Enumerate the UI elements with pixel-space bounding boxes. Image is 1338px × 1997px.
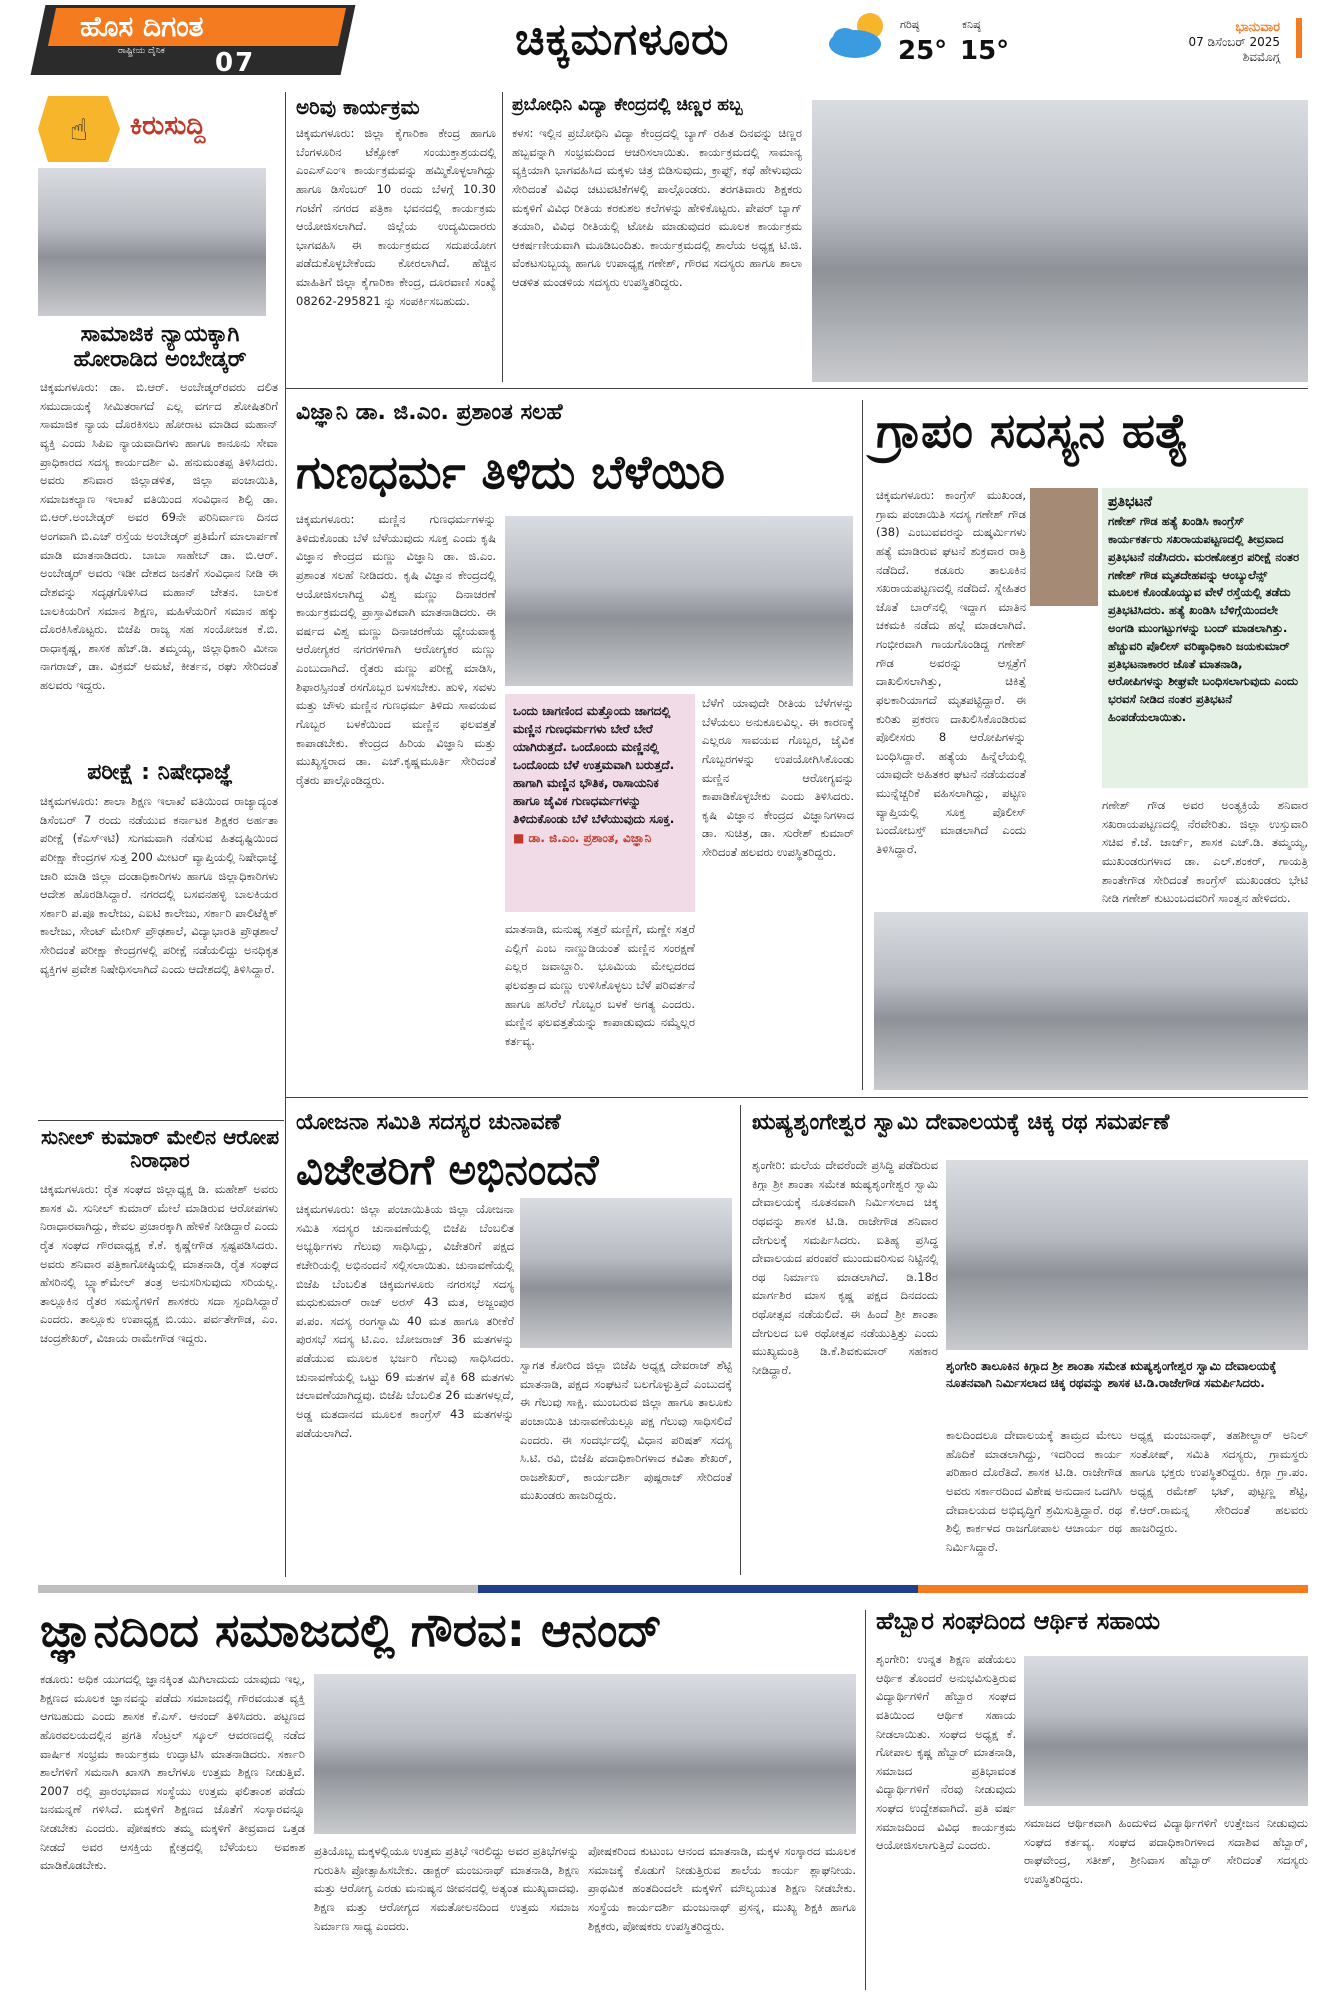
scientist-story-col2: ಮಾತನಾಡಿ, ಮನುಷ್ಯ ಸತ್ತರೆ ಮಣ್ಣಿಗೆ, ಮಣ್ಣೇ ಸತ್ತರೆ ಎಲ್ಲಿಗೆ ಎಂಬ ನಾಣ್ಣುಡಿಯಂತೆ ಮಣ್ಣಿನ ಸಂರಕ್ಷಣೆ ಎಲ್ಲರ ಜವಾಬ್ದಾರಿ. ಭೂಮಿಯ ಮೇಲ್ಪದರದ ಫಲವತ್ತಾದ ಮಣ್ಣು ಉಳಿಸಿಕೊಳ್ಳಲು ಬೆಳೆ ಪರಿವರ್ತನೆ ಹಾಗೂ ಹಸಿರೆಲೆ ಗೊಬ್ಬರ ಬಳಕೆ ಅಗತ್ಯ ಎಂದರು. ಮಣ್ಣಿನ ಫಲವತ್ತತೆಯನ್ನು ಕಾಪಾಡುವುದು ನಮ್ಮೆಲ್ಲರ ಕರ್ತವ್ಯ.	[505, 922, 695, 1048]
kirusuddi-label: ಕಿರುಸುದ್ದಿ	[130, 111, 206, 141]
protest-box	[1102, 488, 1308, 788]
column-rule	[865, 1610, 866, 1990]
protest-title: ಪ್ರತಿಭಟನೆ	[1108, 494, 1153, 510]
chariot-caption: ಶೃಂಗೇರಿ ತಾಲೂಕಿನ ಕಿಗ್ಗಾದ ಶ್ರೀ ಶಾಂತಾ ಸಮೇತ ಋಷ್ಯಶೃಂಗೇಶ್ವರ ಸ್ವಾಮಿ ದೇವಾಲಯಕ್ಕೆ ನೂತನವಾಗಿ ನಿರ್ಮಿಸಲಾದ ಚಿಕ್ಕ ರಥವನ್ನು ಶಾಸಕ ಟಿ.ಡಿ.ರಾಜೇಗೌಡ ಸಮರ್ಪಿಸಿದರು.	[946, 1359, 1277, 1391]
max-temp: 25°	[898, 36, 948, 66]
min-temp: 15°	[960, 36, 1010, 66]
page-number: 07	[215, 48, 256, 78]
ratha-story-col2: ಕಾಲದಿಂದಲೂ ದೇವಾಲಯಕ್ಕೆ ತಾಮ್ರದ ಮೇಲು ಹೊದಿಕೆ ಮಾಡಲಾಗಿದ್ದು, ಇದರಿಂದ ಕಾರ್ಯ ಪರಿಹಾರ ದೊರೆತಿದೆ. ಶಾಸಕ ಟಿ.ಡಿ. ರಾಜೇಗೌಡ ಅವರು ಸರ್ಕಾರದಿಂದ ವಿಶೇಷ ಅನುದಾನ ಒದಗಿಸಿ ದೇವಾಲಯದ ಅಭಿವೃದ್ಧಿಗೆ ಶ್ರಮಿಸುತ್ತಿದ್ದಾರೆ. ರಥ ಶಿಲ್ಪಿ ಕಾರ್ಕಳದ ರಾಜಗೋಪಾಲ ಆಚಾರ್ಯ ರಥ ನಿರ್ಮಿಸಿದ್ದಾರೆ.	[946, 1428, 1122, 1554]
weather-icon	[825, 8, 895, 60]
exam-story: ಚಿಕ್ಕಮಗಳೂರು: ಶಾಲಾ ಶಿಕ್ಷಣ ಇಲಾಖೆ ವತಿಯಿಂದ ರಾಜ್ಯಾದ್ಯಂತ ಡಿಸೆಂಬರ್ 7 ರಂದು ನಡೆಯುವ ಕರ್ನಾಟಕ ಶಿಕ್ಷಕರ ಅರ್ಹತಾ ಪರೀಕ್ಷೆ (ಕೆಎಸ್‌ಇಟಿ) ಸುಗಮವಾಗಿ ನಡೆಸುವ ಹಿತದೃಷ್ಟಿಯಿಂದ ಪರೀಕ್ಷಾ ಕೇಂದ್ರಗಳ ಸುತ್ತ 200 ಮೀಟರ್ ವ್ಯಾಪ್ತಿಯಲ್ಲಿ ನಿಷೇಧಾಜ್ಞೆ ಜಾರಿ ಮಾಡಿ ಜಿಲ್ಲಾ ದಂಡಾಧಿಕಾರಿಗಳು ಹಾಗೂ ಜಿಲ್ಲಾಧಿಕಾರಿಗಳು ಆದೇಶ ಹೊರಡಿಸಿದ್ದಾರೆ. ನಗರದಲ್ಲಿ ಬಸವನಹಳ್ಳಿ ಬಾಲಕಿಯರ ಸರ್ಕಾರಿ ಪ.ಪೂ ಕಾಲೇಜು, ಎಐಟಿ ಕಾಲೇಜು, ಸರ್ಕಾರಿ ಪಾಲಿಟೆಕ್ನಿಕ್ ಕಾಲೇಜು, ಸೇಂಟ್ ಮೇರಿಸ್ ಪ್ರೌಢಶಾಲೆ, ವಿದ್ಯಾಭಾರತಿ ಪ್ರೌಢಶಾಲೆ ಸೇರಿದಂತೆ ಪರೀಕ್ಷಾ ಕೇಂದ್ರಗಳಲ್ಲಿ ಪರೀಕ್ಷೆ ನಡೆಯಲಿದ್ದು ಅನಧಿಕೃತ ವ್ಯಕ್ತಿಗಳ ಪ್ರವೇಶ ನಿಷೇಧಿಸಲಾಗಿದೆ ಎಂದು ಆದೇಶದಲ್ಲಿ ತಿಳಿಸಿದ್ದಾರೆ.	[40, 794, 278, 976]
ratha-story: ಶೃಂಗೇರಿ: ಮಲೆಯ ದೇವರೆಂದೇ ಪ್ರಸಿದ್ಧಿ ಪಡೆದಿರುವ ಕಿಗ್ಗಾ ಶ್ರೀ ಶಾಂತಾ ಸಮೇತ ಋಷ್ಯಶೃಂಗೇಶ್ವರ ಸ್ವಾಮಿ ದೇವಾಲಯಕ್ಕೆ ನೂತನವಾಗಿ ನಿರ್ಮಿಸಲಾದ ಚಿಕ್ಕ ರಥವನ್ನು ಶಾಸಕ ಟಿ.ಡಿ. ರಾಜೇಗೌಡ ಶನಿವಾರ ದೇಗುಲಕ್ಕೆ ಸಮರ್ಪಿಸಿದರು. ಐತಿಹ್ಯ ಪ್ರಸಿದ್ಧ ದೇವಾಲಯದ ಪರಂಪರೆ ಮುಂದುವರಿಸುವ ನಿಟ್ಟಿನಲ್ಲಿ ರಥ ನಿರ್ಮಾಣ ಮಾಡಲಾಗಿದೆ. ಡಿ.18ರ ಮಾರ್ಗಶಿರ ಮಾಸ ಕೃಷ್ಣ ಪಕ್ಷದ ದಿನದಂದು ರಥೋತ್ಸವ ನಡೆಯಲಿದೆ. ಈ ಹಿಂದೆ ಶ್ರೀ ಶಾಂತಾ ದೇಗುಲದ ಬಳಿ ರಥೋತ್ಸವ ನಡೆಯುತ್ತಿತ್ತು ಎಂದು ಮುಖ್ಯಮಂತ್ರಿ ಡಿ.ಕೆ.ಶಿವಕುಮಾರ್ ಸಹಕಾರ ನೀಡಿದ್ದಾರೆ.	[752, 1158, 938, 1377]
gnana-story-col2: ಪ್ರತಿಯೊಬ್ಬ ಮಕ್ಕಳಲ್ಲಿಯೂ ಉತ್ತಮ ಪ್ರತಿಭೆ ಇರಲಿದ್ದು ಅವರ ಪ್ರತಿಭೆಗಳನ್ನು ಗುರುತಿಸಿ ಪ್ರೋತ್ಸಾಹಿಸಬೇಕು. ಡಾಕ್ಟರ್ ಮಂಜುನಾಥ್ ಮಾತನಾಡಿ, ಶಿಕ್ಷಣ ಮತ್ತು ಆರೋಗ್ಯ ಎರಡು ಮನುಷ್ಯನ ಜೀವನದಲ್ಲಿ ಅತ್ಯಂತ ಮುಖ್ಯವಾದವು. ಶಿಕ್ಷಣ ಮತ್ತು ಆರೋಗ್ಯದ ಸಮತೋಲನದಿಂದ ಉತ್ತಮ ಸಮಾಜ ನಿರ್ಮಾಣ ಸಾಧ್ಯ ಎಂದರು.	[314, 1844, 579, 1933]
quote-text: ಒಂದು ಚಾಗಣಿಂದ ಮತ್ತೊಂದು ಜಾಗದಲ್ಲಿ ಮಣ್ಣಿನ ಗುಣಧರ್ಮಗಳು ಬೇರೆ ಬೇರೆ ಯಾಗಿರುತ್ತದೆ. ಒಂದೊಂದು ಮಣ್ಣಿನಲ್ಲಿ ಒಂದೊಂದು ಬೆಳೆ ಉತ್ತಮವಾಗಿ ಬರುತ್ತದೆ. ಹಾಗಾಗಿ ಮಣ್ಣಿನ ಭೌತಿಕ, ರಾಸಾಯನಿಕ ಹಾಗೂ ಜೈವಿಕ ಗುಣಧರ್ಮಗಳನ್ನು ತಿಳಿದುಕೊಂಡು ಬೆಳೆ ಬೆಳೆಯುವುದು ಸೂಕ್ತ.	[513, 704, 675, 826]
habba-story: ಕಳಸ: ಇಲ್ಲಿನ ಪ್ರಬೋಧಿನಿ ವಿದ್ಯಾ ಕೇಂದ್ರದಲ್ಲಿ ಬ್ಯಾಗ್ ರಹಿತ ದಿನವನ್ನು ಚಿಣ್ಣರ ಹಬ್ಬವನ್ನಾಗಿ ಸಂಭ್ರಮದಿಂದ ಆಚರಿಸಲಾಯಿತು. ಕಾರ್ಯಕ್ರಮದಲ್ಲಿ ಸಾಮಾನ್ಯ ವ್ಯಕ್ತಿಯಾಗಿ ಭಾಗವಹಿಸಿದ ಮಕ್ಕಳು ಚಿತ್ರ ಬಿಡಿಸುವುದು, ಕ್ರಾಫ್ಟ್, ಕಥೆ ಹೇಳುವುದು ಸೇರಿದಂತೆ ವಿವಿಧ ಚಟುವಟಿಕೆಗಳಲ್ಲಿ ಪಾಲ್ಗೊಂಡರು. ತರಗತಿವಾರು ಶಿಕ್ಷಕರು ಮಕ್ಕಳಿಗೆ ವಿವಿಧ ರೀತಿಯ ಕರಕುಶಲ ಕಲೆಗಳನ್ನು ಹೇಳಿಕೊಟ್ಟರು. ಪೇಪರ್ ಬ್ಯಾಗ್ ತಯಾರಿ, ವಿವಿಧ ರೀತಿಯಲ್ಲಿ ಟೋಪಿ ಮಾಡುವುದರ ಮೂಲಕ ಕಾರ್ಯಕ್ರಮ ಆಕರ್ಷಣೀಯವಾಗಿ ಮೂಡಿಬಂದಿತು. ಕಾರ್ಯಕ್ರಮದಲ್ಲಿ ಶಾಲೆಯ ಅಧ್ಯಕ್ಷ ಟಿ.ಜಿ. ವೆಂಕಟಸುಬ್ಬಯ್ಯ ಹಾಗೂ ಉಪಾಧ್ಯಕ್ಷ ಗಣೇಶ್, ಗೌರವ ಸದಸ್ಯರು ಹಾಗೂ ಶಾಲಾ ಆಡಳಿತ ಮಂಡಳಿಯ ಸದಸ್ಯರು ಉಪಸ್ಥಿತರಿದ್ದರು.	[512, 126, 802, 289]
edition: ಶಿವಮೊಗ್ಗ	[1242, 50, 1280, 64]
chariot-photo	[946, 1160, 1308, 1350]
column-rule	[502, 92, 503, 382]
column-rule	[862, 400, 863, 1090]
scientist-headline: ಗುಣಧರ್ಮ ತಿಳಿದು ಬೆಳೆಯಿರಿ	[296, 445, 726, 499]
exam-headline: ಪರೀಕ್ಷೆ : ನಿಷೇಧಾಜ್ಞೆ	[87, 760, 233, 785]
color-bar	[918, 1585, 1308, 1593]
masthead-accent	[1296, 18, 1302, 58]
murder-story-col3: ಗಣೇಶ್ ಗೌಡ ಅವರ ಅಂತ್ಯಕ್ರಿಯೆ ಶನಿವಾರ ಸಖರಾಯಪಟ್ಟಣದಲ್ಲಿ ನೆರವೇರಿತು. ಜಿಲ್ಲಾ ಉಸ್ತುವಾರಿ ಸಚಿವ ಕೆ.ಜೆ. ಜಾರ್ಜ್, ಶಾಸಕ ಎಚ್.ಡಿ. ತಮ್ಮಯ್ಯ, ಮುಖಂಡರುಗಳಾದ ಡಾ. ಎಲ್.ಶಂಕರ್, ಗಾಯತ್ರಿ ಶಾಂತೇಗೌಡ ಸೇರಿದಂತೆ ಕಾಂಗ್ರೆಸ್ ಮುಖಂಡರು ಭೇಟಿ ನೀಡಿ ಗಣೇಶ್ ಕುಟುಂಬದವರಿಗೆ ಸಾಂತ್ವನ ಹೇಳಿದರು.	[1102, 798, 1308, 906]
ratha-headline: ಋಷ್ಯಶೃಂಗೇಶ್ವರ ಸ್ವಾಮಿ ದೇವಾಲಯಕ್ಕೆ ಚಿಕ್ಕ ರಥ ಸಮರ್ಪಣೆ	[752, 1110, 1170, 1135]
sunil-headline: ಸುನೀಲ್ ಕುಮಾರ್ ಮೇಲಿನ ಆರೋಪ ನಿರಾಧಾರ	[40, 1125, 280, 1172]
logo-tagline: ರಾಷ್ಟ್ರೀಯ ದೈನಿಕ	[118, 46, 165, 56]
section-rule	[38, 1120, 284, 1121]
gnana-story-col3: ಪೋಷಕರಿಂದ ಕುಟುಂಬ ಆನಂದ ಮಾತನಾಡಿ, ಮಕ್ಕಳ ಸಂಸ್ಕಾರದ ಮೂಲಕ ಸಮಾಜಕ್ಕೆ ಕೊಡುಗೆ ನೀಡುತ್ತಿರುವ ಶಾಲೆಯ ಕಾರ್ಯ ಶ್ಲಾಘನೀಯ. ಪ್ರಾಥಮಿಕ ಹಂತದಿಂದಲೇ ಮಕ್ಕಳಿಗೆ ಮೌಲ್ಯಯುತ ಶಿಕ್ಷಣ ನೀಡಬೇಕು. ಸಂಸ್ಥೆಯ ಕಾರ್ಯದರ್ಶಿ ಮಂಜುನಾಥ್ ಪ್ರಸನ್ನ, ಮುಖ್ಯ ಶಿಕ್ಷಕಿ ಹಾಗೂ ಶಿಕ್ಷಕರು, ಪೋಷಕರು ಉಪಸ್ಥಿತರಿದ್ದರು.	[588, 1844, 856, 1933]
gnana-story: ಕಡೂರು: ಅಧಿಕ ಯುಗದಲ್ಲಿ ಜ್ಞಾನಕ್ಕಿಂತ ಮಿಗಿಲಾದುದು ಯಾವುದು ಇಲ್ಲ, ಶಿಕ್ಷಣದ ಮೂಲಕ ಜ್ಞಾನವನ್ನು ಪಡೆದು ಸಮಾಜದಲ್ಲಿ ಗೌರವಯುತ ವ್ಯಕ್ತಿ ಆಗಬಹುದು ಎಂದು ಶಾಸಕ ಕೆ.ಎಸ್. ಆನಂದ್ ತಿಳಿಸಿದರು. ಪಟ್ಟಣದ ಹೊರವಲಯದಲ್ಲಿನ ಪ್ರಗತಿ ಸೆಂಟ್ರಲ್ ಸ್ಕೂಲ್ ಆವರಣದಲ್ಲಿ ನಡೆದ ವಾರ್ಷಿಕ ಸಂಭ್ರಮ ಕಾರ್ಯಕ್ರಮ ಉದ್ಘಾಟಿಸಿ ಮಾತನಾಡಿದರು. ಸರ್ಕಾರಿ ಶಾಲೆಗಳಿಗೆ ಸಮನಾಗಿ ಖಾಸಗಿ ಶಾಲೆಗಳೂ ಉತ್ತಮ ಶಿಕ್ಷಣ ನೀಡುತ್ತಿವೆ. 2007 ರಲ್ಲಿ ಪ್ರಾರಂಭವಾದ ಸಂಸ್ಥೆಯು ಉತ್ತಮ ಫಲಿತಾಂಶ ಪಡೆದು ಜನಮನ್ನಣೆ ಗಳಿಸಿದೆ. ಮಕ್ಕಳಿಗೆ ಶಿಕ್ಷಣದ ಜೊತೆಗೆ ಸಂಸ್ಕಾರವನ್ನೂ ನೀಡಬೇಕು ಎಂದರು. ಪೋಷಕರು ತಮ್ಮ ಮಕ್ಕಳಿಗೆ ತೀವ್ರವಾದ ಒತ್ತಡ ನೀಡದೆ ಅವರ ಆಸಕ್ತಿಯ ಕ್ಷೇತ್ರದಲ್ಲಿ ಬೆಳೆಯಲು ಅವಕಾಶ ಮಾಡಿಕೊಡಬೇಕು.	[40, 1672, 305, 1873]
date-box	[1150, 20, 1280, 65]
quote-box	[505, 694, 695, 912]
color-bar	[478, 1585, 918, 1593]
date: 07 ಡಿಸೆಂಬರ್ 2025	[1188, 35, 1280, 49]
school-event-photo	[314, 1674, 856, 1834]
ambedkar-headline: ಸಾಮಾಜಿಕ ನ್ಯಾಯಕ್ಕಾಗಿ ಹೋರಾಡಿದ ಅಂಬೇಡ್ಕರ್	[73, 322, 247, 373]
scientist-story-col3: ಬೆಳೆಗೆ ಯಾವುದೇ ರೀತಿಯ ಬೆಳೆಗಳನ್ನು ಬೆಳೆಯಲು ಅನುಕೂಲವಿಲ್ಲ. ಈ ಕಾರಣಕ್ಕೆ ಎಲ್ಲರೂ ಸಾವಯವ ಗೊಬ್ಬರ, ಜೈವಿಕ ಗೊಬ್ಬರಗಳನ್ನು ಉಪಯೋಗಿಸಿಕೊಂಡು ಮಣ್ಣಿನ ಆರೋಗ್ಯವನ್ನು ಕಾಪಾಡಿಕೊಳ್ಳಬೇಕು ಎಂದು ತಿಳಿಸಿದರು. ಕೃಷಿ ವಿಜ್ಞಾನ ಕೇಂದ್ರದ ವಿಜ್ಞಾನಿಗಳಾದ ಡಾ. ಸುಚಿತ್ರ, ಡಾ. ಸುರೇಶ್ ಕುಮಾರ್ ಸೇರಿದಂತೆ ಹಲವರು ಉಪಸ್ಥಿತರಿದ್ದರು.	[702, 696, 854, 859]
city-title: ಚಿಕ್ಕಮಗಳೂರು	[515, 14, 730, 65]
arivu-story: ಚಿಕ್ಕಮಗಳೂರು: ಜಿಲ್ಲಾ ಕೈಗಾರಿಕಾ ಕೇಂದ್ರ ಹಾಗೂ ಬೆಂಗಳೂರಿನ ಟೆಕ್ಸೋಕ್ ಸಂಯುಕ್ತಾಶ್ರಯದಲ್ಲಿ ಎಂಎಸ್‌ಎಂಇ ಕಾರ್ಯಕ್ರಮವನ್ನು ಹಮ್ಮಿಕೊಳ್ಳಲಾಗಿದ್ದು ಹಾಗೂ ಡಿಸೆಂಬರ್ 10 ರಂದು ಬೆಳಗ್ಗೆ 10.30 ಗಂಟೆಗೆ ನಗರದ ಪತ್ರಿಕಾ ಭವನದಲ್ಲಿ ಕಾರ್ಯಕ್ರಮ ಆಯೋಜಿಸಲಾಗಿದೆ. ಜಿಲ್ಲೆಯ ಉದ್ಯಮಿದಾರರು ಭಾಗವಹಿಸಿ ಈ ಕಾರ್ಯಕ್ರಮದ ಸದುಪಯೋಗ ಪಡೆದುಕೊಳ್ಳಬೇಕೆಂದು ಕೋರಲಾಗಿದೆ. ಹೆಚ್ಚಿನ ಮಾಹಿತಿಗೆ ಜಿಲ್ಲಾ ಕೈಗಾರಿಕಾ ಕೇಂದ್ರ, ದೂರವಾಣಿ ಸಂಖ್ಯೆ 08262-295821 ನ್ನು ಸಂಪರ್ಕಿಸಬಹುದು.	[296, 126, 496, 308]
gnana-headline: ಜ್ಞಾನದಿಂದ ಸಮಾಜದಲ್ಲಿ ಗೌರವ: ಆನಂದ್	[40, 1603, 662, 1657]
yojana-kicker: ಯೋಜನಾ ಸಮಿತಿ ಸದಸ್ಯರ ಚುನಾವಣೆ	[296, 1110, 561, 1135]
masthead	[0, 0, 1338, 80]
min-temp-label: ಕನಿಷ್ಠ	[962, 18, 981, 31]
pointing-hand-icon	[38, 96, 120, 162]
newspaper-logo: ಹೊಸ ದಿಗಂತ	[80, 10, 204, 43]
kirusuddi-badge	[38, 96, 284, 166]
hebbar-photo	[1024, 1656, 1308, 1806]
yojana-story-col2: ಸ್ವಾಗತ ಕೋರಿದ ಜಿಲ್ಲಾ ಬಿಜೆಪಿ ಅಧ್ಯಕ್ಷ ದೇವರಾಜ್ ಶೆಟ್ಟಿ ಮಾತನಾಡಿ, ಪಕ್ಷದ ಸಂಘಟನೆ ಬಲಗೊಳ್ಳುತ್ತಿದೆ ಎಂಬುದಕ್ಕೆ ಈ ಗೆಲುವು ಸಾಕ್ಷಿ. ಮುಂಬರುವ ಜಿಲ್ಲಾ ಹಾಗೂ ತಾಲೂಕು ಪಂಚಾಯಿತಿ ಚುನಾವಣೆಯಲ್ಲೂ ಪಕ್ಷ ಗೆಲುವು ಸಾಧಿಸಲಿದೆ ಎಂದರು. ಈ ಸಂದರ್ಭದಲ್ಲಿ ವಿಧಾನ ಪರಿಷತ್ ಸದಸ್ಯ ಸಿ.ಟಿ. ರವಿ, ಬಿಜೆಪಿ ಪದಾಧಿಕಾರಿಗಳಾದ ಕವಿತಾ ಶೇಖರ್, ರಾಜಶೇಖರ್, ಕಾರ್ಯದರ್ಶಿ ಪುಷ್ಪರಾಜ್ ಸೇರಿದಂತೆ ಮುಖಂಡರು ಹಾಜರಿದ್ದರು.	[520, 1358, 732, 1503]
sunil-story: ಚಿಕ್ಕಮಗಳೂರು: ರೈತ ಸಂಘದ ಜಿಲ್ಲಾಧ್ಯಕ್ಷ ಡಿ. ಮಹೇಶ್ ಅವರು ಶಾಸಕ ವಿ. ಸುನೀಲ್ ಕುಮಾರ್ ಮೇಲೆ ಮಾಡಿರುವ ಆರೋಪಗಳು ನಿರಾಧಾರವಾಗಿದ್ದು, ಕೇವಲ ಪ್ರಚಾರಕ್ಕಾಗಿ ಹೇಳಿಕೆ ನೀಡಿದ್ದಾರೆ ಎಂದು ರೈತ ಸಂಘದ ಗೌರವಾಧ್ಯಕ್ಷ ಕೆ.ಕೆ. ಕೃಷ್ಣೇಗೌಡ ಸ್ಪಷ್ಟಪಡಿಸಿದರು. ಅವರು ಶನಿವಾರ ಪತ್ರಿಕಾಗೋಷ್ಠಿಯಲ್ಲಿ ಮಾತನಾಡಿ, ರೈತ ಸಂಘದ ಹೆಸರಿನಲ್ಲಿ ಬ್ಲ್ಯಾಕ್‌ಮೇಲ್ ತಂತ್ರ ಅನುಸರಿಸುವುದು ಸರಿಯಲ್ಲ. ತಾಲ್ಲೂಕಿನ ರೈತರ ಸಮಸ್ಯೆಗಳಿಗೆ ಶಾಸಕರು ಸದಾ ಸ್ಪಂದಿಸಿದ್ದಾರೆ ಎಂದರು. ತಾಲ್ಲೂಕು ಉಪಾಧ್ಯಕ್ಷ ಬಿ.ಯು. ಪರ್ವತೇಗೌಡ, ಎಂ. ಚಂದ್ರಶೇಖರ್, ವಿಜಾಯ ರಾಮೇಗೌಡ ಇದ್ದರು.	[40, 1182, 278, 1345]
quote-author: ■ ಡಾ. ಜಿ.ಎಂ. ಪ್ರಶಾಂತ, ವಿಜ್ಞಾನಿ	[513, 831, 652, 845]
protest-photo	[874, 912, 1308, 1090]
habba-headline: ಪ್ರಬೋಧಿನಿ ವಿದ್ಯಾ ಕೇಂದ್ರದಲ್ಲಿ ಚಿಣ್ಣರ ಹಬ್ಬ	[512, 95, 743, 115]
protest-text: ಗಣೇಶ್ ಗೌಡ ಹತ್ಯೆ ಖಂಡಿಸಿ ಕಾಂಗ್ರೆಸ್ ಕಾರ್ಯಕರ್ತರು ಸಖರಾಯಪಟ್ಟಣದಲ್ಲಿ ತೀವ್ರವಾದ ಪ್ರತಿಭಟನೆ ನಡೆಸಿದರು. ಮರಣೋತ್ತರ ಪರೀಕ್ಷೆ ನಂತರ ಗಣೇಶ್ ಗೌಡ ಮೃತದೇಹವನ್ನು ಆಂಬ್ಯುಲೆನ್ಸ್ ಮೂಲಕ ಕೊಂಡೊಯ್ಯುವ ವೇಳೆ ರಸ್ತೆಯಲ್ಲಿ ತಡೆದು ಪ್ರತಿಭಟಿಸಿದರು. ಹತ್ಯೆ ಖಂಡಿಸಿ ಬೆಳಿಗ್ಗೆಯಿಂದಲೇ ಅಂಗಡಿ ಮುಂಗಟ್ಟುಗಳನ್ನು ಬಂದ್ ಮಾಡಲಾಗಿತ್ತು. ಹೆಚ್ಚುವರಿ ಪೊಲೀಸ್ ವರಿಷ್ಠಾಧಿಕಾರಿ ಜಯಕುಮಾರ್ ಪ್ರತಿಭಟನಾಕಾರರ ಜೊತೆ ಮಾತನಾಡಿ, ಆರೋಪಿಗಳನ್ನು ಶೀಘ್ರವೇ ಬಂಧಿಸಲಾಗುವುದು ಎಂದು ಭರವಸೆ ನೀಡಿದ ನಂತರ ಪ್ರತಿಭಟನೆ ಹಿಂಪಡೆಯಲಾಯಿತು.	[1108, 514, 1300, 725]
yojana-headline: ವಿಜೇತರಿಗೆ ಅಭಿನಂದನೆ	[296, 1145, 599, 1194]
victim-portrait	[1030, 488, 1098, 606]
murder-headline: ಗ್ರಾಪಂ ಸದಸ್ಯನ ಹತ್ಯೆ	[876, 403, 1190, 459]
max-temp-label: ಗರಿಷ್ಠ	[900, 18, 920, 31]
soil-day-photo	[505, 516, 853, 686]
arivu-headline: ಅರಿವು ಕಾರ್ಯಕ್ರಮ	[296, 95, 420, 119]
section-rule	[286, 388, 1308, 389]
children-group-photo	[812, 100, 1308, 382]
hebbar-headline: ಹೆಬ್ಬಾರ ಸಂಘದಿಂದ ಆರ್ಥಿಕ ಸಹಾಯ	[876, 1607, 1161, 1635]
scientist-story: ಚಿಕ್ಕಮಗಳೂರು: ಮಣ್ಣಿನ ಗುಣಧರ್ಮಗಳನ್ನು ತಿಳಿದುಕೊಂಡು ಬೆಳೆ ಬೆಳೆಯುವುದು ಸೂಕ್ತ ಎಂದು ಕೃಷಿ ವಿಜ್ಞಾನ ಕೇಂದ್ರದ ಮಣ್ಣು ವಿಜ್ಞಾನಿ ಡಾ. ಜಿ.ಎಂ. ಪ್ರಶಾಂತ ಸಲಹೆ ನೀಡಿದರು. ಕೃಷಿ ವಿಜ್ಞಾನ ಕೇಂದ್ರದಲ್ಲಿ ಆಯೋಜಿಸಲಾಗಿದ್ದ ವಿಶ್ವ ಮಣ್ಣು ದಿನಾಚರಣೆ ಕಾರ್ಯಕ್ರಮದಲ್ಲಿ ಪ್ರಾಸ್ತಾವಿಕವಾಗಿ ಮಾತನಾಡಿದರು. ಈ ವರ್ಷದ ವಿಶ್ವ ಮಣ್ಣು ದಿನಾಚರಣೆಯ ಧ್ಯೇಯವಾಕ್ಯ ಆರೋಗ್ಯಕರ ನಗರಗಳಿಗಾಗಿ ಆರೋಗ್ಯಕರ ಮಣ್ಣು ಎಂಬುದಾಗಿದೆ. ರೈತರು ಮಣ್ಣು ಪರೀಕ್ಷೆ ಮಾಡಿಸಿ, ಶಿಫಾರಸ್ಸಿನಂತೆ ರಸಗೊಬ್ಬರ ಬಳಸಬೇಕು. ಹುಳಿ, ಸವಳು ಮತ್ತು ಚೌಳು ಮಣ್ಣಿನ ಗುಣಧರ್ಮ ತಿಳಿದು ಸಾವಯವ ಗೊಬ್ಬರ ಬಳಕೆಯಿಂದ ಮಣ್ಣಿನ ಫಲವತ್ತತೆ ಕಾಪಾಡಬೇಕು. ಕೇಂದ್ರದ ಹಿರಿಯ ವಿಜ್ಞಾನಿ ಮತ್ತು ಮುಖ್ಯಸ್ಥರಾದ ಡಾ. ಎಚ್.ಕೃಷ್ಣಮೂರ್ತಿ ಸೇರಿದಂತೆ ರೈತರು ಪಾಲ್ಗೊಂಡಿದ್ದರು.	[296, 512, 496, 787]
section-rule	[286, 1097, 1308, 1098]
weekday: ಭಾನುವಾರ	[1235, 20, 1280, 35]
yojana-story: ಚಿಕ್ಕಮಗಳೂರು: ಜಿಲ್ಲಾ ಪಂಚಾಯಿತಿಯ ಜಿಲ್ಲಾ ಯೋಜನಾ ಸಮಿತಿ ಸದಸ್ಯರ ಚುನಾವಣೆಯಲ್ಲಿ ಬಿಜೆಪಿ ಬೆಂಬಲಿತ ಅಭ್ಯರ್ಥಿಗಳು ಗೆಲುವು ಸಾಧಿಸಿದ್ದು, ವಿಜೇತರಿಗೆ ಪಕ್ಷದ ಕಚೇರಿಯಲ್ಲಿ ಅಭಿನಂದನೆ ಸಲ್ಲಿಸಲಾಯಿತು. ಚುನಾವಣೆಯಲ್ಲಿ ಬಿಜೆಪಿ ಬೆಂಬಲಿತ ಚಿಕ್ಕಮಗಳೂರು ನಗರಸಭೆ ಸದಸ್ಯ ಮಧುಕುಮಾರ್ ರಾಜ್ ಅರಸ್ 43 ಮತ, ಅಜ್ಜಂಪುರ ಪ.ಪಂ. ಸದಸ್ಯ ರಂಗಸ್ವಾಮಿ 40 ಮತ ಹಾಗೂ ತರೀಕೆರೆ ಪುರಸಭೆ ಸದಸ್ಯ ಟಿ.ಎಂ. ಬೋಜರಾಜ್ 36 ಮತಗಳನ್ನು ಪಡೆಯುವ ಮೂಲಕ ಭರ್ಜರಿ ಗೆಲುವು ಸಾಧಿಸಿದರು. ಚುನಾವಣೆಯಲ್ಲಿ ಒಟ್ಟು 69 ಮತಗಳ ಪೈಕಿ 68 ಮತಗಳು ಚಲಾವಣೆಯಾಗಿದ್ದವು. ಬಿಜೆಪಿ ಬೆಂಬಲಿತ 26 ಮತಗಳಲ್ಲದೆ, ಅಡ್ಡ ಮತದಾನದ ಮೂಲಕ ಕಾಂಗ್ರೆಸ್ 43 ಮತಗಳನ್ನು ಪಡೆಯಲಾಗಿದೆ.	[296, 1202, 514, 1440]
scientist-kicker: ವಿಜ್ಞಾನಿ ಡಾ. ಜಿ.ಎಂ. ಪ್ರಶಾಂತ ಸಲಹೆ	[296, 400, 563, 425]
hebbar-story: ಶೃಂಗೇರಿ: ಉನ್ನತ ಶಿಕ್ಷಣ ಪಡೆಯಲು ಆರ್ಥಿಕ ತೊಂದರೆ ಅನುಭವಿಸುತ್ತಿರುವ ವಿದ್ಯಾರ್ಥಿಗಳಿಗೆ ಹೆಬ್ಬಾರ ಸಂಘದ ವತಿಯಿಂದ ಆರ್ಥಿಕ ಸಹಾಯ ನೀಡಲಾಯಿತು. ಸಂಘದ ಅಧ್ಯಕ್ಷ ಕೆ. ಗೋಪಾಲ ಕೃಷ್ಣ ಹೆಬ್ಬಾರ್ ಮಾತನಾಡಿ, ಸಮಾಜದ ಪ್ರತಿಭಾವಂತ ವಿದ್ಯಾರ್ಥಿಗಳಿಗೆ ನೆರವು ನೀಡುವುದು ಸಂಘದ ಉದ್ದೇಶವಾಗಿದೆ. ಪ್ರತಿ ವರ್ಷ ಸಮಾಜದಿಂದ ವಿವಿಧ ಕಾರ್ಯಕ್ರಮ ಆಯೋಜಿಸಲಾಗುತ್ತಿದೆ ಎಂದರು.	[876, 1652, 1016, 1853]
murder-story: ಚಿಕ್ಕಮಗಳೂರು: ಕಾಂಗ್ರೆಸ್ ಮುಖಂಡ, ಗ್ರಾಮ ಪಂಚಾಯಿತಿ ಸದಸ್ಯ ಗಣೇಶ್ ಗೌಡ (38) ಎಂಬುವವರನ್ನು ದುಷ್ಕರ್ಮಿಗಳು ಹತ್ಯೆ ಮಾಡಿರುವ ಘಟನೆ ಶುಕ್ರವಾರ ರಾತ್ರಿ ನಡೆದಿದೆ. ಕಡೂರು ತಾಲೂಕಿನ ಸಖರಾಯಪಟ್ಟಣದಲ್ಲಿ ನಡೆದಿದೆ. ಸ್ನೇಹಿತರ ಜೊತೆ ಬಾರ್‌ನಲ್ಲಿ ಇದ್ದಾಗ ಮಾತಿನ ಚಕಮಕಿ ನಡೆದು ಹಲ್ಲೆ ಮಾಡಲಾಗಿದೆ. ಗಂಭೀರವಾಗಿ ಗಾಯಗೊಂಡಿದ್ದ ಗಣೇಶ್ ಗೌಡ ಅವರನ್ನು ಆಸ್ಪತ್ರೆಗೆ ದಾಖಲಿಸಲಾಗಿತ್ತು, ಚಿಕಿತ್ಸೆ ಫಲಕಾರಿಯಾಗದೆ ಮೃತಪಟ್ಟಿದ್ದಾರೆ. ಈ ಕುರಿತು ಪ್ರಕರಣ ದಾಖಲಿಸಿಕೊಂಡಿರುವ ಪೊಲೀಸರು 8 ಆರೋಪಿಗಳನ್ನು ಬಂಧಿಸಿದ್ದಾರೆ. ಹತ್ಯೆಯ ಹಿನ್ನೆಲೆಯಲ್ಲಿ ಯಾವುದೇ ಅಹಿತಕರ ಘಟನೆ ನಡೆಯದಂತೆ ಮುನ್ನೆಚ್ಚರಿಕೆ ವಹಿಸಲಾಗಿದ್ದು, ಪಟ್ಟಣ ವ್ಯಾಪ್ತಿಯಲ್ಲಿ ಸೂಕ್ತ ಪೊಲೀಸ್ ಬಂದೋಬಸ್ತ್ ಮಾಡಲಾಗಿದೆ ಎಂದು ತಿಳಿಸಿದ್ದಾರೆ.	[876, 488, 1026, 856]
column-rule	[740, 1105, 741, 1575]
ambedkar-story: ಚಿಕ್ಕಮಗಳೂರು: ಡಾ. ಬಿ.ಆರ್. ಅಂಬೇಡ್ಕರ್‌ರವರು ದಲಿತ ಸಮುದಾಯಕ್ಕೆ ಸೀಮಿತರಾಗದೆ ಎಲ್ಲ ವರ್ಗದ ಶೋಷಿತರಿಗೆ ಸಾಮಾಜಿಕ ನ್ಯಾಯ ದೊರಕಿಸಲು ಹೋರಾಟ ಮಾಡಿದ ಮಹಾನ್ ವ್ಯಕ್ತಿ ಎಂದು ಸಿಪಿಐ ನ್ಯಾಯವಾದಿಗಳು ಹಾಗೂ ಕಾನೂನು ಸೇವಾ ಪ್ರಾಧಿಕಾರದ ಸದಸ್ಯ ಕಾರ್ಯದರ್ಶಿ ವಿ. ಹನುಮಂತಪ್ಪ ತಿಳಿಸಿದರು. ಅವರು ಶನಿವಾರ ಜಿಲ್ಲಾಡಳಿತ, ಜಿಲ್ಲಾ ಪಂಚಾಯಿತಿ, ಸಮಾಜಕಲ್ಯಾಣ ಇಲಾಖೆ ವತಿಯಿಂದ ಸಂವಿಧಾನ ಶಿಲ್ಪಿ ಡಾ. ಬಿ.ಆರ್.ಅಂಬೇಡ್ಕರ್ ಅವರ 69ನೇ ಪರಿನಿರ್ವಾಣ ದಿನದ ಅಂಗವಾಗಿ ಬಿ.ಎಚ್ ರಸ್ತೆಯ ಅಂಬೇಡ್ಕರ್ ಪ್ರತಿಮೆಗೆ ಮಾಲಾರ್ಪಣೆ ಮಾಡಿ ಮಾತನಾಡಿದರು. ಬಾಬಾ ಸಾಹೇಬ್ ಡಾ. ಬಿ.ಆರ್. ಅಂಬೇಡ್ಕರ್ ಅವರು ಇಡೀ ದೇಶದ ಜನತೆಗೆ ಸಂವಿಧಾನ ನೀಡಿ ಈ ದೇಶವನ್ನು ಸದೃಢಗೊಳಿಸಿದ ಮಹಾನ್ ಚೇತನ. ಬಾಲಕ ಬಾಲಕಿಯರಿಗೆ ಸಮಾನ ಶಿಕ್ಷಣ, ಮಹಿಳೆಯರಿಗೆ ಸಮಾನ ಹಕ್ಕು ದೊರಕಿಸಿಕೊಟ್ಟರು. ಬಿಜೆಪಿ ರಾಜ್ಯ ಸಹ ಸಂಯೋಜಕ ಕೆ.ಬಿ. ರಾಧಾಕೃಷ್ಣ, ಶಾಸಕ ಹೆಚ್.ಡಿ. ತಮ್ಮಯ್ಯ, ಜಿಲ್ಲಾಧಿಕಾರಿ ಮೀನಾ ನಾಗರಾಜ್, ಡಾ. ವಿಕ್ರಮ್ ಅಮಟೆ, ಕೀರ್ತನ, ರಘು ಸೇರಿದಂತೆ ಹಲವರು ಇದ್ದರು.	[40, 380, 278, 692]
column-rule	[285, 92, 286, 1577]
color-bar	[38, 1585, 478, 1593]
svg-text:☝: ☝	[69, 113, 89, 148]
ratha-story-col3: ಅಧ್ಯಕ್ಷ ಮಂಜುನಾಥ್, ತಹಶೀಲ್ದಾರ್ ಅನಿಲ್ ಸಂತೋಷ್, ಸಮಿತಿ ಸದಸ್ಯರು, ಗ್ರಾಮಸ್ಥರು ಹಾಗೂ ಭಕ್ತರು ಉಪಸ್ಥಿತರಿದ್ದರು. ಕಿಗ್ಗಾ ಗ್ರಾ.ಪಂ. ಅಧ್ಯಕ್ಷ ರಮೇಶ್ ಭಟ್, ಪುಟ್ಟಣ್ಣ ಶೆಟ್ಟಿ, ಕೆ.ಆರ್.ರಾಮನ್ನ ಸೇರಿದಂತೆ ಹಲವರು ಹಾಜರಿದ್ದರು.	[1130, 1428, 1308, 1536]
hebbar-story-col2: ಸಮಾಜದ ಆರ್ಥಿಕವಾಗಿ ಹಿಂದುಳಿದ ವಿದ್ಯಾರ್ಥಿಗಳಿಗೆ ಉತ್ತೇಜನ ನೀಡುವುದು ಸಂಘದ ಕರ್ತವ್ಯ. ಸಂಘದ ಪದಾಧಿಕಾರಿಗಳಾದ ಸದಾಶಿವ ಹೆಬ್ಬಾರ್, ರಾಘವೇಂದ್ರ, ಸತೀಶ್, ಶ್ರೀನಿವಾಸ ಹೆಬ್ಬಾರ್ ಸೇರಿದಂತೆ ಸದಸ್ಯರು ಉಪಸ್ಥಿತರಿದ್ದರು.	[1024, 1816, 1308, 1886]
felicitation-photo	[520, 1198, 732, 1348]
ambedkar-photo	[38, 168, 266, 316]
